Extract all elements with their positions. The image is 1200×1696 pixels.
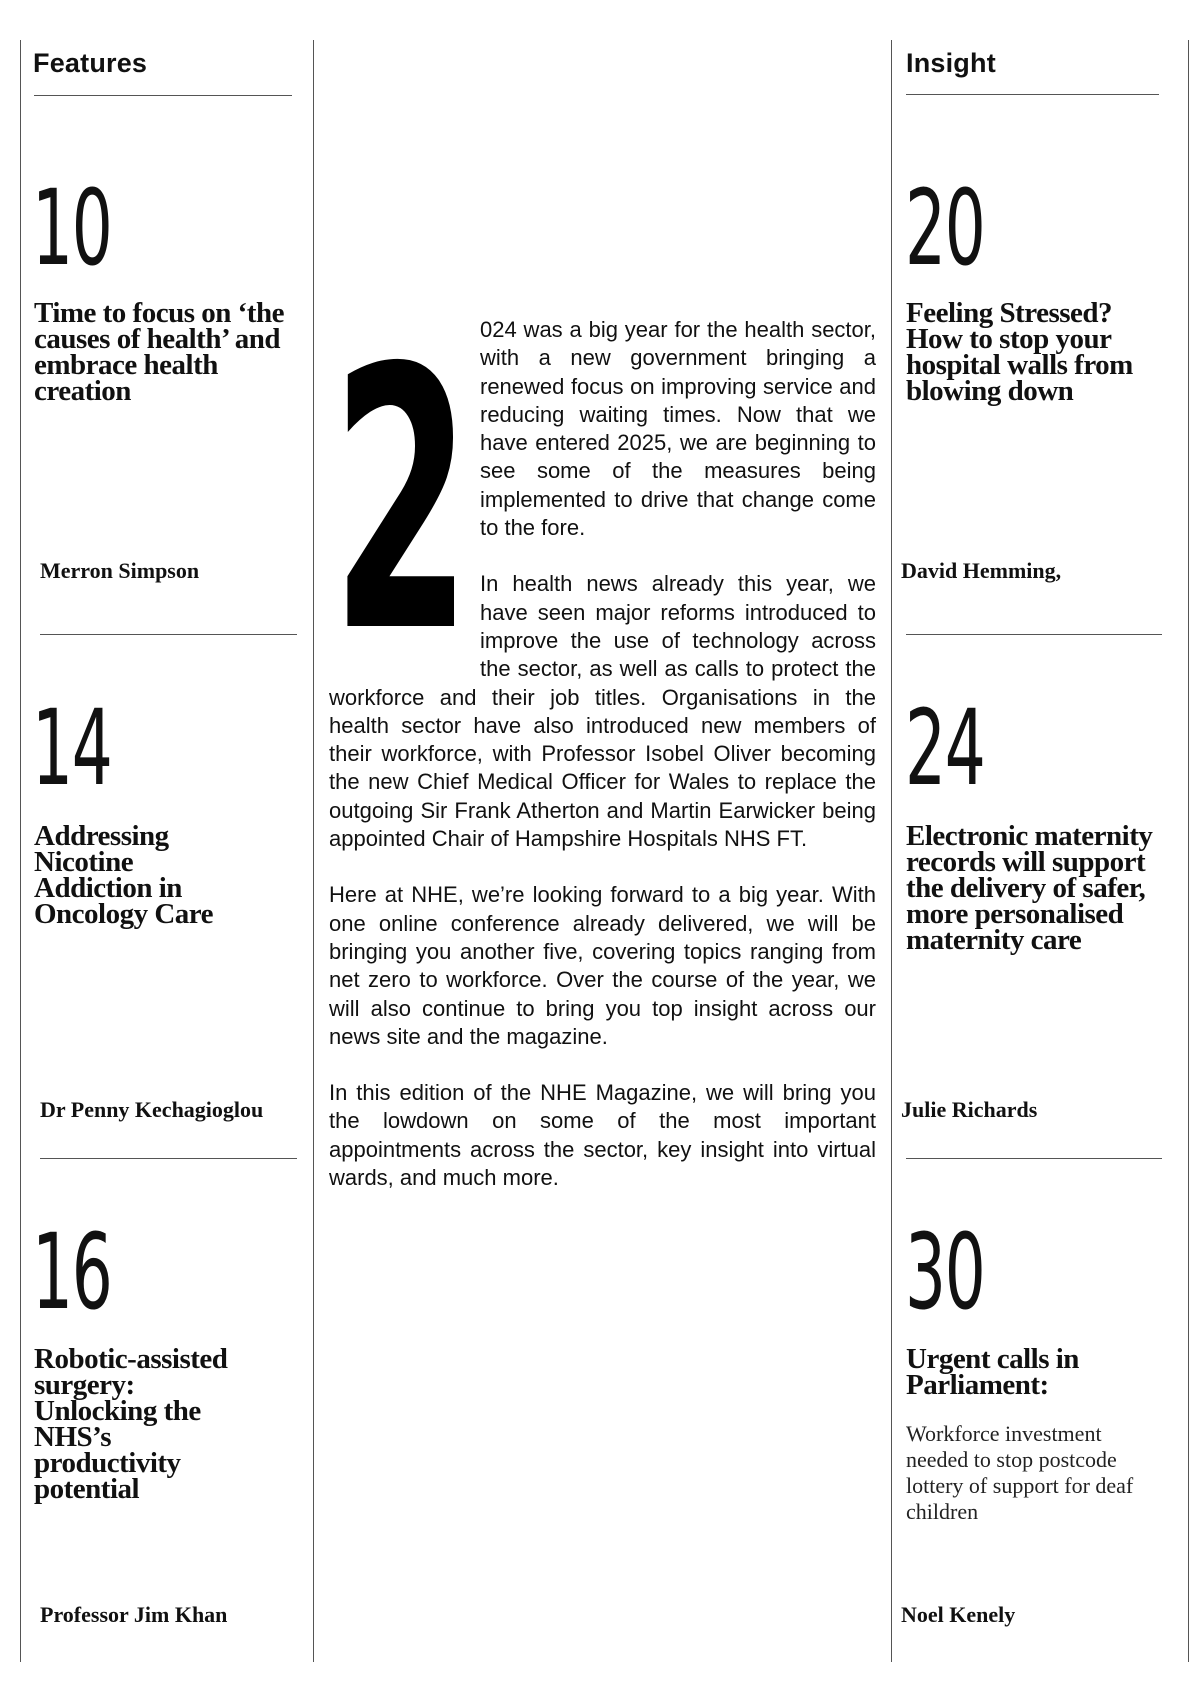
article-title[interactable]: Addressing Nicotine Addiction in Oncology Care [34, 820, 214, 930]
right-column-divider [891, 40, 892, 1662]
page-number: 14 [32, 687, 112, 809]
article-author: Merron Simpson [40, 558, 200, 583]
article-title[interactable]: Urgent calls in Parliament: [906, 1343, 1079, 1401]
editorial-letter [329, 294, 876, 1220]
page-number: 16 [32, 1211, 112, 1333]
insight-heading-rule [906, 94, 1159, 95]
features-heading-rule [34, 95, 292, 96]
article-title[interactable]: Electronic maternity records will support the delivery of safer, more personalised maternity care [906, 820, 1153, 956]
page-number: 24 [905, 687, 985, 809]
editorial-paragraph-4: In this edition of the NHE Magazine, we will bring you the lowdown on some of the most important appointments across the sector, key insight into virtual wards, and much more. [329, 1080, 876, 1191]
page-number: 20 [905, 167, 985, 289]
insight-heading: Insight [906, 48, 996, 78]
article-author: Noel Kenely [901, 1602, 1016, 1627]
drop-cap [329, 294, 474, 662]
article-author: David Hemming, [901, 558, 1062, 583]
feature-divider-2 [40, 1158, 297, 1159]
article-author: Professor Jim Khan [40, 1602, 228, 1627]
page-number: 30 [905, 1211, 985, 1333]
drop-cap-letter: 2 [331, 294, 472, 662]
editorial-paragraph-3: Here at NHE, we’re looking forward to a big year. With one online conference already delivered, we will be bringing you another five, covering topics ranging from net zero to workforce. Over the course of the year, we will also continue to bring you top insight across our news site and the magazine. [329, 882, 876, 1049]
editorial-paragraph-1: 024 was a big year for the health sector, with a new government bringing a renewed focus on improving service and reducing waiting times. Now that we have entered 2025, we are beginning to see some of the measures being implemented to drive that change come to the fore. [480, 317, 876, 541]
article-title[interactable]: Robotic-assisted surgery: Unlocking the NHS’s productivity potential [34, 1343, 228, 1505]
left-border [20, 40, 21, 1662]
article-author: Dr Penny Kechagioglou [40, 1097, 264, 1122]
article-author: Julie Richards [901, 1097, 1038, 1122]
page-number: 10 [32, 167, 112, 289]
features-heading: Features [33, 48, 148, 78]
feature-divider-1 [40, 634, 297, 635]
article-subtitle: Workforce investment needed to stop postcode lottery of support for deaf children [906, 1421, 1134, 1524]
article-title[interactable]: Time to focus on ‘the causes of health’ and embrace health creation [34, 297, 284, 407]
right-border [1188, 40, 1189, 1662]
insight-divider-2 [906, 1158, 1162, 1159]
editorial-paragraph-2: In health news already this year, we have seen major reforms introduced to improve the use of technology across the sector, as well as calls to protect the workforce and their job titles. Organisations in the health sector have also introduced new members of their workforce, with Professor Isobel Oliver becoming the new Chief Medical Officer for Wales to replace the outgoing Sir Frank Atherton and Martin Earwicker being appointed Chair of Hampshire Hospitals NHS FT. [329, 571, 876, 852]
insight-divider-1 [906, 634, 1162, 635]
left-column-divider [313, 40, 314, 1662]
article-title[interactable]: Feeling Stressed? How to stop your hospital walls from blowing down [906, 297, 1133, 407]
